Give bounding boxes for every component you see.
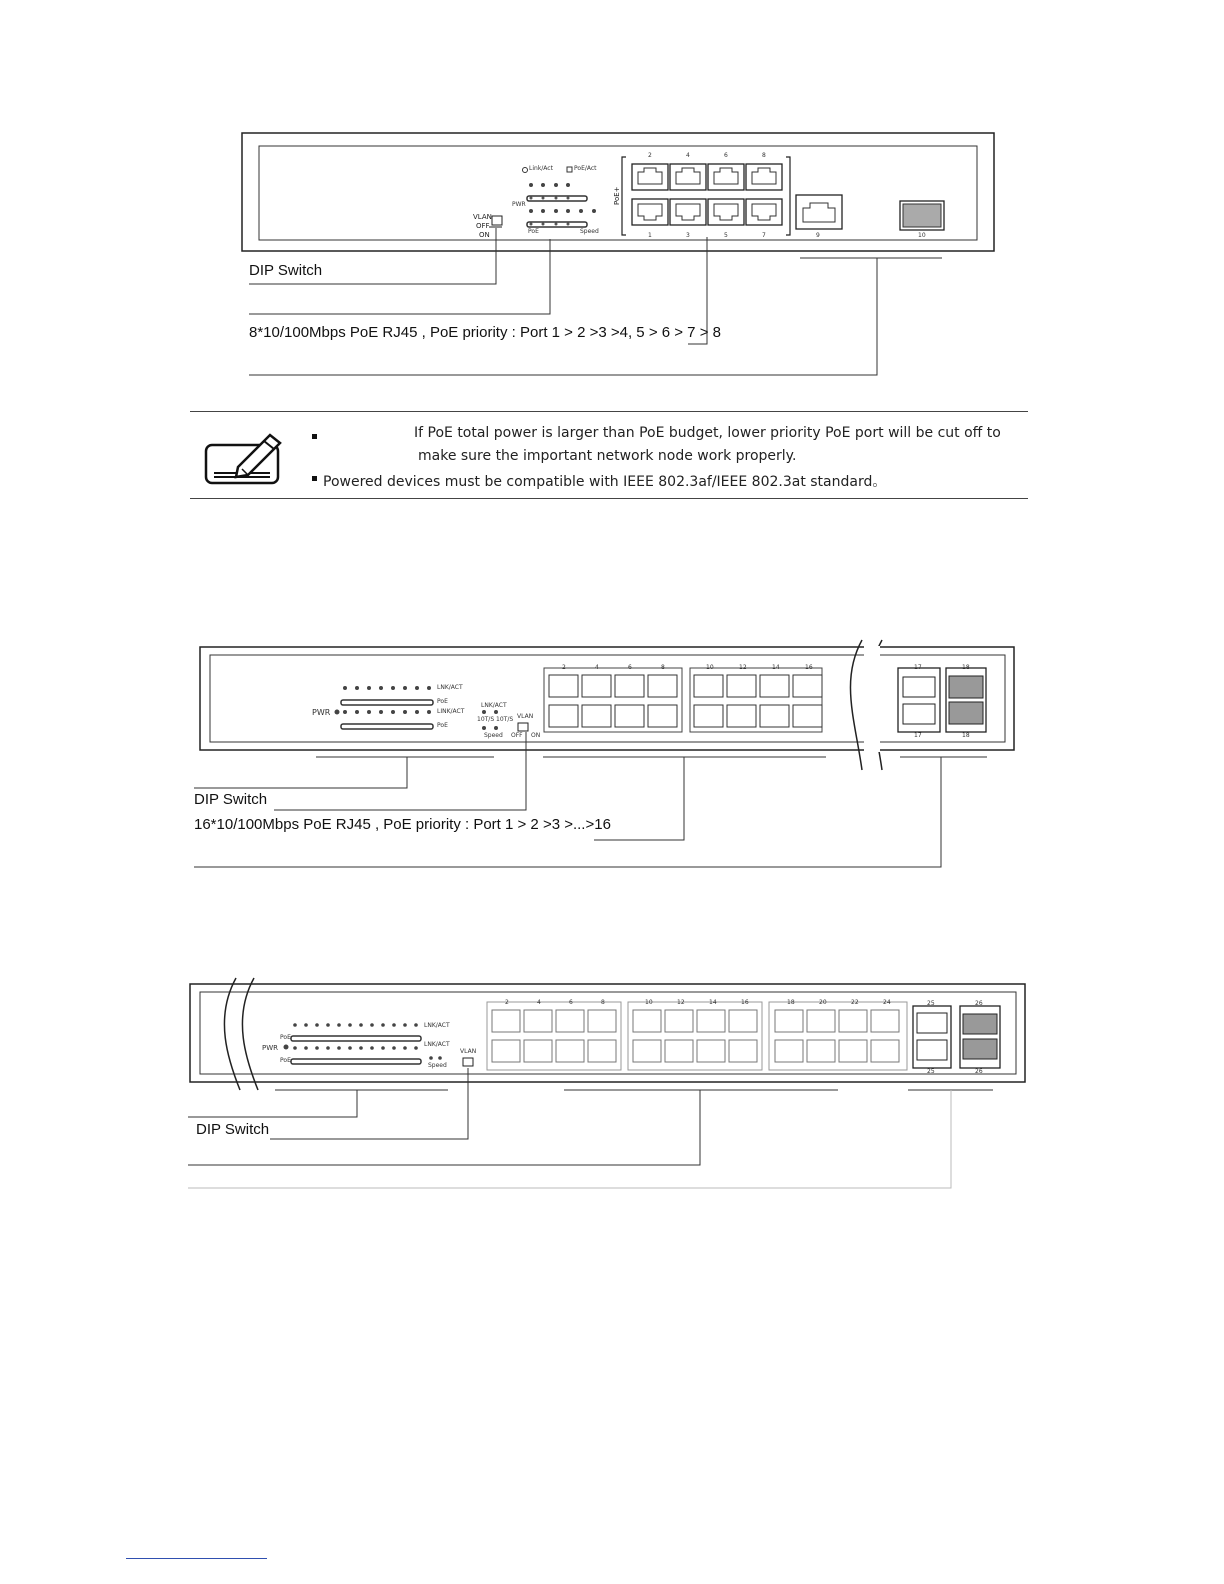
uplink-number-top: 25 [927, 1000, 935, 1007]
port-number-4: 4 [595, 664, 599, 671]
vlan-label: VLAN [460, 1048, 477, 1055]
port-number-22: 22 [851, 999, 859, 1006]
uplink-number-top: 17 [914, 664, 922, 671]
pwr-label: PWR [312, 708, 331, 717]
note-box [190, 411, 1028, 500]
port-number-8: 8 [661, 664, 665, 671]
port-number-9: 9 [816, 232, 820, 239]
dip-switch-callout: DIP Switch [249, 262, 323, 279]
note-line-1: If PoE total power is larger than PoE budget, lower priority PoE port will be cut off to [414, 425, 1001, 441]
on-label: ON [531, 732, 541, 739]
port-number-6: 6 [724, 152, 728, 159]
vlan-label: VLAN [473, 213, 492, 221]
port-number-row [544, 664, 834, 672]
off-label: OFF [476, 222, 490, 230]
off-label: OFF [511, 732, 523, 739]
port-number-12: 12 [739, 664, 747, 671]
note-bottom-rule [190, 498, 1028, 499]
note-line-3: Powered devices must be compatible with IEEE 802.3af/IEEE 802.3at standard。 [323, 474, 887, 490]
poe-ports-callout: 16*10/100Mbps PoE RJ45 , PoE priority : Port 1 > 2 >3 >...>16 [194, 816, 611, 833]
vlan-label: VLAN [517, 713, 534, 720]
speed-label: Speed [484, 732, 503, 739]
port-number-16: 16 [805, 664, 813, 671]
note-top-rule [190, 411, 1028, 412]
port-number-24: 24 [883, 999, 891, 1006]
note-pencil-icon [204, 427, 284, 487]
linkact-mid-label: LINK/ACT [437, 708, 465, 715]
sfp-number-bottom: 26 [975, 1068, 983, 1075]
footnote-separator [126, 1558, 267, 1559]
port-number-10: 10 [706, 664, 714, 671]
dip-switch-callout: DIP Switch [194, 791, 268, 808]
pwr-label: PWR [262, 1044, 279, 1052]
poe-label-bottom: PoE [280, 1057, 291, 1064]
legend-linkact-label: Link/Act [529, 165, 553, 172]
poe-row-label: PoE [528, 228, 539, 235]
sfp-number-top: 18 [962, 664, 970, 671]
lnkact-label-top: LNK/ACT [424, 1022, 450, 1029]
port-number-4: 4 [686, 152, 690, 159]
port-number-4: 4 [537, 999, 541, 1006]
port-number-14: 14 [709, 999, 717, 1006]
dip-switch-callout: DIP Switch [196, 1121, 270, 1138]
switch-16-port-front-panel [0, 620, 1224, 880]
port-number-12: 12 [677, 999, 685, 1006]
port-number-1: 1 [648, 232, 652, 239]
port-number-row [487, 999, 907, 1007]
port-number-6: 6 [569, 999, 573, 1006]
sfp-number-top: 26 [975, 1000, 983, 1007]
speed-label: Speed [428, 1062, 447, 1069]
port-number-2: 2 [648, 152, 652, 159]
poe-label-top: PoE [437, 698, 448, 705]
sfp-number-bottom: 18 [962, 732, 970, 739]
port-number-2: 2 [562, 664, 566, 671]
on-label: ON [479, 231, 490, 239]
port-number-20: 20 [819, 999, 827, 1006]
lnkact-label-bottom: LNK/ACT [424, 1041, 450, 1048]
speed-label: Speed [580, 228, 599, 235]
diagram-16-port-switch [0, 620, 1224, 880]
uplink-number-bottom: 17 [914, 732, 922, 739]
port-number-7: 7 [762, 232, 766, 239]
lnkact-label: LNK/ACT [437, 684, 463, 691]
legend-poe-label: PoE/Act [574, 165, 597, 172]
port-number-5: 5 [724, 232, 728, 239]
port-number-16: 16 [741, 999, 749, 1006]
poe-label-top: PoE [280, 1034, 291, 1041]
poe-plus-label: PoE+ [613, 186, 621, 205]
note-bullet-1 [312, 434, 317, 439]
port-number-14: 14 [772, 664, 780, 671]
poe-ports-callout: 8*10/100Mbps PoE RJ45 , PoE priority : Port 1 > 2 >3 >4, 5 > 6 > 7 > 8 [249, 324, 721, 341]
port-number-10: 10 [645, 999, 653, 1006]
linkact-speed-label: LNK/ACT [481, 702, 507, 709]
speed-values-label: 10T/S 10T/S [477, 716, 514, 723]
diagram-24-port-switch [0, 970, 1224, 1200]
pwr-label: PWR [512, 201, 526, 208]
uplink-number-bottom: 25 [927, 1068, 935, 1075]
port-number-6: 6 [628, 664, 632, 671]
diagram-8-port-switch [0, 0, 1224, 400]
note-line-2: make sure the important network node work properly. [418, 448, 797, 464]
port-number-8: 8 [762, 152, 766, 159]
port-number-8: 8 [601, 999, 605, 1006]
poe-label-bottom: PoE [437, 722, 448, 729]
port-number-3: 3 [686, 232, 690, 239]
port-number-2: 2 [505, 999, 509, 1006]
port-number-18: 18 [787, 999, 795, 1006]
note-bullet-2 [312, 476, 317, 481]
port-number-10: 10 [918, 232, 926, 239]
